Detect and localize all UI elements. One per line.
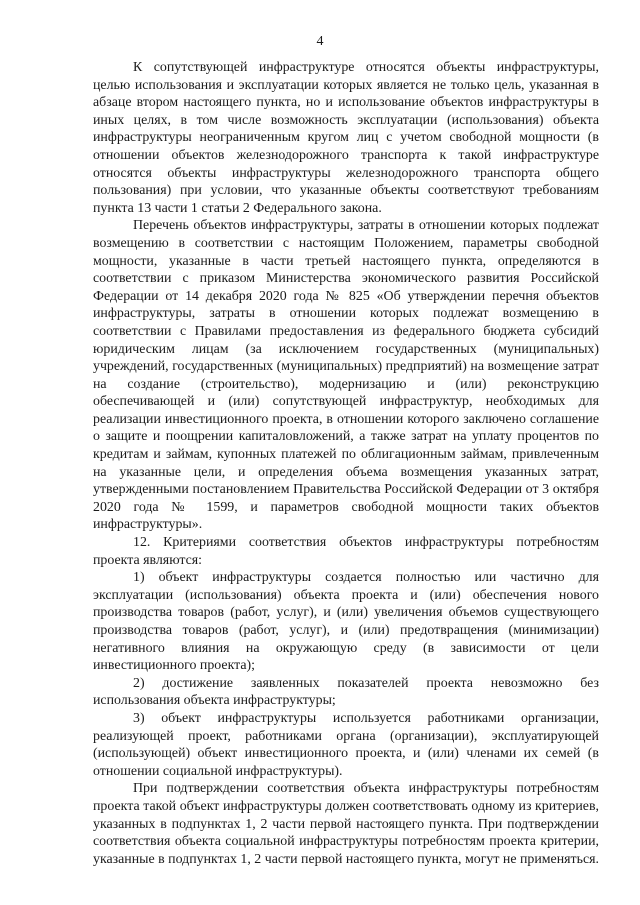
document-body	[93, 59, 599, 868]
paragraph-criteria-heading: 12. Критериями соответствия объектов инфраструктуры потребностям проекта являются:	[93, 535, 599, 568]
paragraph-confirmation-rules: При подтверждении соответствия объекта инфраструктуры потребностям проекта такой объект инфраструктуры должен соответствовать одному из критериев, указанных в подпунктах 1, 2 части первой настоящего пункта. При подтверждении соответствия объекта социальной инфраструктуры потребностям проекта критерии, указанные в подпунктах 1, 2 части первой настоящего пункта, могут не применяться.	[93, 781, 599, 867]
paragraph-accompanying-infrastructure: К сопутствующей инфраструктуре относятся объекты инфраструктуры, целью использования и эксплуатации которых является не только цель, указанная в абзаце втором настоящего пункта, но и использование объектов инфраструктуры в иных целях, в том числе возможность эксплуатации (использования) объекта инфраструктуры неограниченным кругом лиц с учетом свободной мощности (в отношении объектов железнодорожного транспорта к такой инфраструктуре относятся объекты инфраструктуры железнодорожного транспорта общего пользования) при условии, что указанные объекты соответствуют требованиям пункта 13 части 1 статьи 2 Федерального закона.	[93, 60, 599, 216]
paragraph-infrastructure-list: Перечень объектов инфраструктуры, затраты в отношении которых подлежат возмещению в соответствии с настоящим Положением, параметры свободной мощности, указанные в части третьей настоящего пункта, определяются в соответствии с приказом Министерства экономического развития Российской Федерации от 14 декабря 2020 года № 825 «Об утверждении перечня объектов инфраструктуры, затраты в отношении которых подлежат возмещению в соответствии с Правилами предоставления из федерального бюджета субсидий юридическим лицам (за исключением государственных (муниципальных) учреждений, государственных (муниципальных) предприятий) на возмещение затрат на создание (строительство), модернизацию и (или) реконструкцию обеспечивающей и (или) сопутствующей инфраструктур, необходимых для реализации инвестиционного проекта, в отношении которого заключено соглашение о защите и поощрении капиталовложений, а также затрат на уплату процентов по кредитам и займам, купонных платежей по облигационным займам, привлеченным на указанные цели, и определения объема возмещения указанных затрат, утвержденными постановлением Правительства Российской Федерации от 3 октября 2020 года № 1599, и параметров свободной мощности таких объектов инфраструктуры».	[93, 218, 599, 533]
page-number: 4	[316, 34, 324, 49]
paragraph-criterion-1: 1) объект инфраструктуры создается полностью или частично для эксплуатации (использования) объекта проекта и (или) обеспечения нового производства товаров (работ, услуг), и (или) увеличения объемов существующего производства товаров (работ, услуг), и (или) предотвращения (минимизации) негативного влияния на окружающую среду (в зависимости от цели инвестиционного проекта);	[93, 570, 599, 674]
paragraph-criterion-2: 2) достижение заявленных показателей проекта невозможно без использования объекта инфраструктуры;	[93, 675, 599, 709]
paragraph-criterion-3: 3) объект инфраструктуры используется работниками организации, реализующей проект, работниками органа (организации), эксплуатирующей (использующей) объект инвестиционного проекта, и (или) членами их семей (в отношении социальной инфраструктуры).	[93, 710, 599, 779]
